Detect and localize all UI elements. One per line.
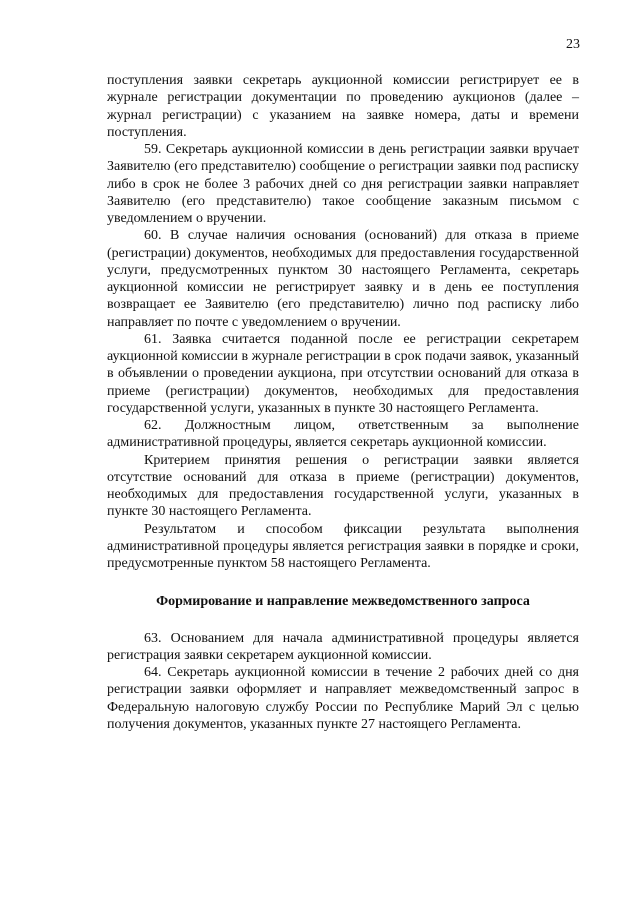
section-heading: Формирование и направление межведомственного запроса bbox=[156, 594, 530, 610]
paragraph-60: 60. В случае наличия основания (оснований) для отказа в приеме (регистрации) документов, необходимых для предоставления государственной услуги, предусмотренных пунктом 30 настоящего Регламента, секретарь аукционной комиссии не регистрирует заявку и в день ее поступления возвращает ее Заявителю (его представителю) лично под расписку либо направляет по почте с уведомлением о вручении. bbox=[107, 228, 579, 330]
document-body bbox=[107, 72, 579, 733]
paragraph-64: 64. Секретарь аукционной комиссии в течение 2 рабочих дней со дня регистрации заявки оформляет и направляет межведомственный запрос в Федеральную налоговую службу России по Республике Марий Эл с целью получения документов, указанных пункте 27 настоящего Регламента. bbox=[107, 665, 579, 732]
page-number: 23 bbox=[566, 37, 580, 52]
paragraph-result: Результатом и способом фиксации результата выполнения административной процедуры является регистрация заявки в порядке и сроки, предусмотренные пунктом 58 настоящего Регламента. bbox=[107, 521, 579, 571]
paragraph-59: 59. Секретарь аукционной комиссии в день регистрации заявки вручает Заявителю (его представителю) сообщение о регистрации заявки под расписку либо в срок не более 3 рабочих дней со дня регистрации заявки направляет Заявителю (его представителю) такое сообщение заказным письмом с уведомлением о вручении. bbox=[107, 142, 579, 226]
paragraph-63: 63. Основанием для начала административной процедуры является регистрация заявки секретарем аукционной комиссии. bbox=[107, 630, 579, 663]
paragraph-61: 61. Заявка считается поданной после ее регистрации секретарем аукционной комиссии в журнале регистрации в срок подачи заявок, указанный в объявлении о проведении аукциона, при отсутствии оснований для отказа в приеме (регистрации) документов, необходимых для предоставления государственной услуги, указанных в пункте 30 настоящего Регламента. bbox=[107, 331, 579, 416]
paragraph-criterion: Критерием принятия решения о регистрации заявки является отсутствие оснований для отказа в приеме (регистрации) документов, необходимых для предоставления государственной услуги, указанных в пункте 30 настоящего Регламента. bbox=[107, 452, 579, 520]
paragraph-continuation: поступления заявки секретарь аукционной комиссии регистрирует ее в журнале регистрации документации по проведению аукционов (далее – журнал регистрации) с указанием на заявке номера, даты и времени поступления. bbox=[107, 73, 579, 140]
paragraph-62: 62. Должностным лицом, ответственным за выполнение административной процедуры, является секретарь аукционной комиссии. bbox=[107, 418, 579, 451]
